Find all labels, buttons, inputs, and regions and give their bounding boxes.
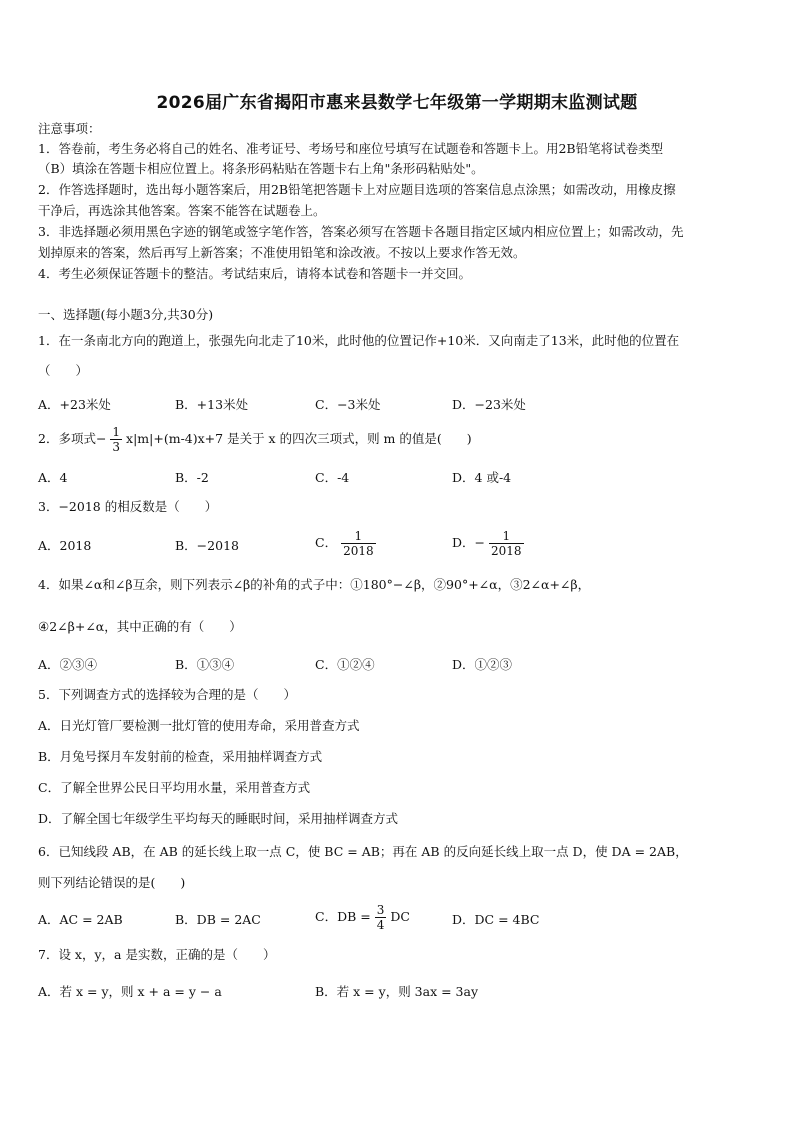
q2-fraction [110,425,122,454]
q4-option-d: D．①②③ [452,657,513,672]
q3-c-prefix: C． [315,535,338,550]
q6-c-suffix: DC [390,909,410,924]
q2-frac-num: 1 [112,425,121,439]
q3-stem: 3．−2018 的相反数是（ ） [38,499,218,514]
q6-option-d: D．DC = 4BC [452,912,540,927]
q4-stem-2: ④2∠β+∠α，其中正确的有（ ） [38,619,242,634]
notice-line-6: 划掉原来的答案，然后再写上新答案；不准使用铅笔和涂改液。不按以上要求作答无效。 [38,245,526,260]
q3-option-c [315,524,376,562]
q4-stem-1: 4．如果∠α和∠β互余，则下列表示∠β的补角的式子中：①180°−∠β，②90°+∠α，③2∠α+∠β， [38,577,591,592]
q6-option-b: B．DB = 2AC [175,912,261,927]
q2-option-b: B．-2 [175,470,209,485]
q6-option-c [315,898,410,936]
q3-d-prefix: D．− [452,535,485,550]
notice-line-5: 3．非选择题必须用黑色字迹的钢笔或签字笔作答，答案必须写在答题卡各题目指定区域内相应位置上；如需改动，先 [38,224,684,239]
q4-option-b: B．①③④ [175,657,235,672]
q2-prefix: 2．多项式− [38,431,107,446]
notice-line-2: （B）填涂在答题卡相应位置上。将条形码粘贴在答题卡右上角"条形码粘贴处"。 [38,161,484,176]
q6-stem-1: 6．已知线段 AB，在 AB 的延长线上取一点 C，使 BC = AB；再在 AB 的反向延长线上取一点 D，使 DA = 2AB， [38,844,688,859]
q3-d-num: 1 [489,529,524,544]
exam-title: 2026届广东省揭阳市惠来县数学七年级第一学期期末监测试题 [156,93,638,113]
q1-option-b: B．+13米处 [175,397,249,412]
q3-option-d [452,524,524,562]
q3-c-num: 1 [341,529,376,544]
q7-option-b: B．若 x = y，则 3ax = 3ay [315,984,479,999]
q4-option-c: C．①②④ [315,657,375,672]
q2-option-c: C．-4 [315,470,350,485]
q1-option-a: A．+23米处 [38,397,111,412]
q1-option-c: C．−3米处 [315,397,381,412]
q6-stem-2: 则下列结论错误的是( ) [38,875,186,890]
q5-option-a: A．日光灯管厂要检测一批灯管的使用寿命，采用普查方式 [38,718,360,733]
q6-option-a: A．AC = 2AB [38,912,123,927]
q2-rest: x|m|+(m-4)x+7 是关于 x 的四次三项式，则 m 的值是( ) [126,431,472,446]
q6-c-fraction [375,903,387,932]
q3-option-a: A．2018 [38,538,92,553]
notice-line-4: 干净后，再选涂其他答案。答案不能答在试题卷上。 [38,203,326,218]
q3-d-den: 2018 [490,544,522,558]
q2-frac-den: 3 [112,440,121,454]
q2-option-d: D．4 或-4 [452,470,512,485]
q6-c-prefix: C．DB = [315,909,371,924]
q5-option-c: C．了解全世界公民日平均用水量，采用普查方式 [38,780,311,795]
notice-line-1: 1．答卷前，考生务必将自己的姓名、准考证号、考场号和座位号填写在试题卷和答题卡上。用2B铅笔将试卷类型 [38,141,664,156]
q3-c-den: 2018 [343,544,374,558]
q3-option-b: B．−2018 [175,538,239,553]
q2-option-a: A．4 [38,470,68,485]
q3-c-fraction [341,529,376,558]
q6-c-den: 4 [376,918,385,932]
q1-blank: （ ） [38,363,89,378]
q3-d-fraction [489,529,524,558]
q6-c-num: 3 [376,903,385,917]
notice-heading: 注意事项： [38,121,101,136]
q5-stem: 5．下列调查方式的选择较为合理的是（ ） [38,687,296,702]
q7-option-a: A．若 x = y，则 x + a = y − a [38,984,222,999]
q5-option-b: B．月兔号探月车发射前的检查，采用抽样调查方式 [38,749,323,764]
q1-option-d: D．−23米处 [452,397,526,412]
notice-line-3: 2．作答选择题时，选出每小题答案后，用2B铅笔把答题卡上对应题目选项的答案信息点涂黑；如需改动，用橡皮擦 [38,182,676,197]
q2-stem [38,422,758,456]
q1-stem: 1．在一条南北方向的跑道上，张强先向北走了10米，此时他的位置记作+10米．又向南走了13米，此时他的位置在 [38,333,680,348]
q4-option-a: A．②③④ [38,657,98,672]
section-heading: 一、选择题(每小题3分,共30分) [38,307,214,322]
notice-line-7: 4．考生必须保证答题卡的整洁。考试结束后，请将本试卷和答题卡一并交回。 [38,266,471,281]
q5-option-d: D．了解全国七年级学生平均每天的睡眠时间，采用抽样调查方式 [38,811,399,826]
q7-stem: 7．设 x，y，a 是实数，正确的是（ ） [38,947,276,962]
